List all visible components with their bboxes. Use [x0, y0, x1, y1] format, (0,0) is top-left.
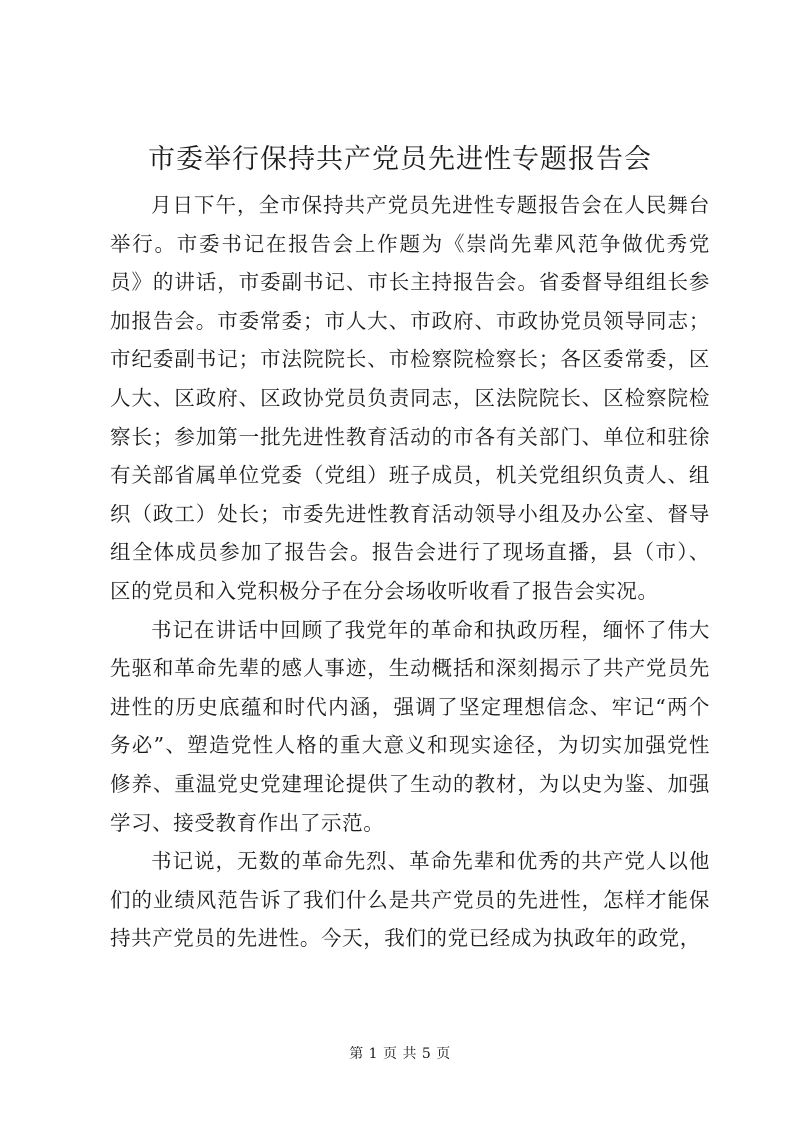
paragraph-3: 书记说，无数的革命先烈、革命先辈和优秀的共产党人以他们的业绩风范告诉了我们什么是共产党员的先进性，怎样才能保持共产党员的先进性。今天，我们的党已经成为执政年的政党，: [110, 849, 710, 951]
paragraph-2: 书记在讲话中回顾了我党年的革命和执政历程，缅怀了伟大先驱和革命先辈的感人事迹，生动概括和深刻揭示了共产党员先进性的历史底蕴和时代内涵，强调了坚定理想信念、牢记“两个务必”、塑造党性人格的重大意义和现实途径，为切实加强党性修养、重温党史党建理论提供了生动的教材，为以史为鉴、加强学习、接受教育作出了示范。: [110, 617, 710, 835]
document-body: [110, 186, 710, 958]
document-title: 市委举行保持共产党员先进性专题报告会: [148, 144, 652, 175]
page-footer: 第 1 页 共 5 页: [349, 1046, 451, 1062]
paragraph-1: 月日下午，全市保持共产党员先进性专题报告会在人民舞台举行。市委书记在报告会上作题为《崇尚先辈风范争做优秀党员》的讲话，市委副书记、市长主持报告会。省委督导组组长参加报告会。市委常委；市人大、市政府、市政协党员领导同志；市纪委副书记；市法院院长、市检察院检察长；各区委常委，区人大、区政府、区政协党员负责同志，区法院院长、区检察院检察长；参加第一批先进性教育活动的市各有关部门、单位和驻徐有关部省属单位党委（党组）班子成员，机关党组织负责人、组织（政工）处长；市委先进性教育活动领导小组及办公室、督导组全体成员参加了报告会。报告会进行了现场直播，县（市）、区的党员和入党积极分子在分会场收听收看了报告会实况。: [110, 193, 710, 603]
